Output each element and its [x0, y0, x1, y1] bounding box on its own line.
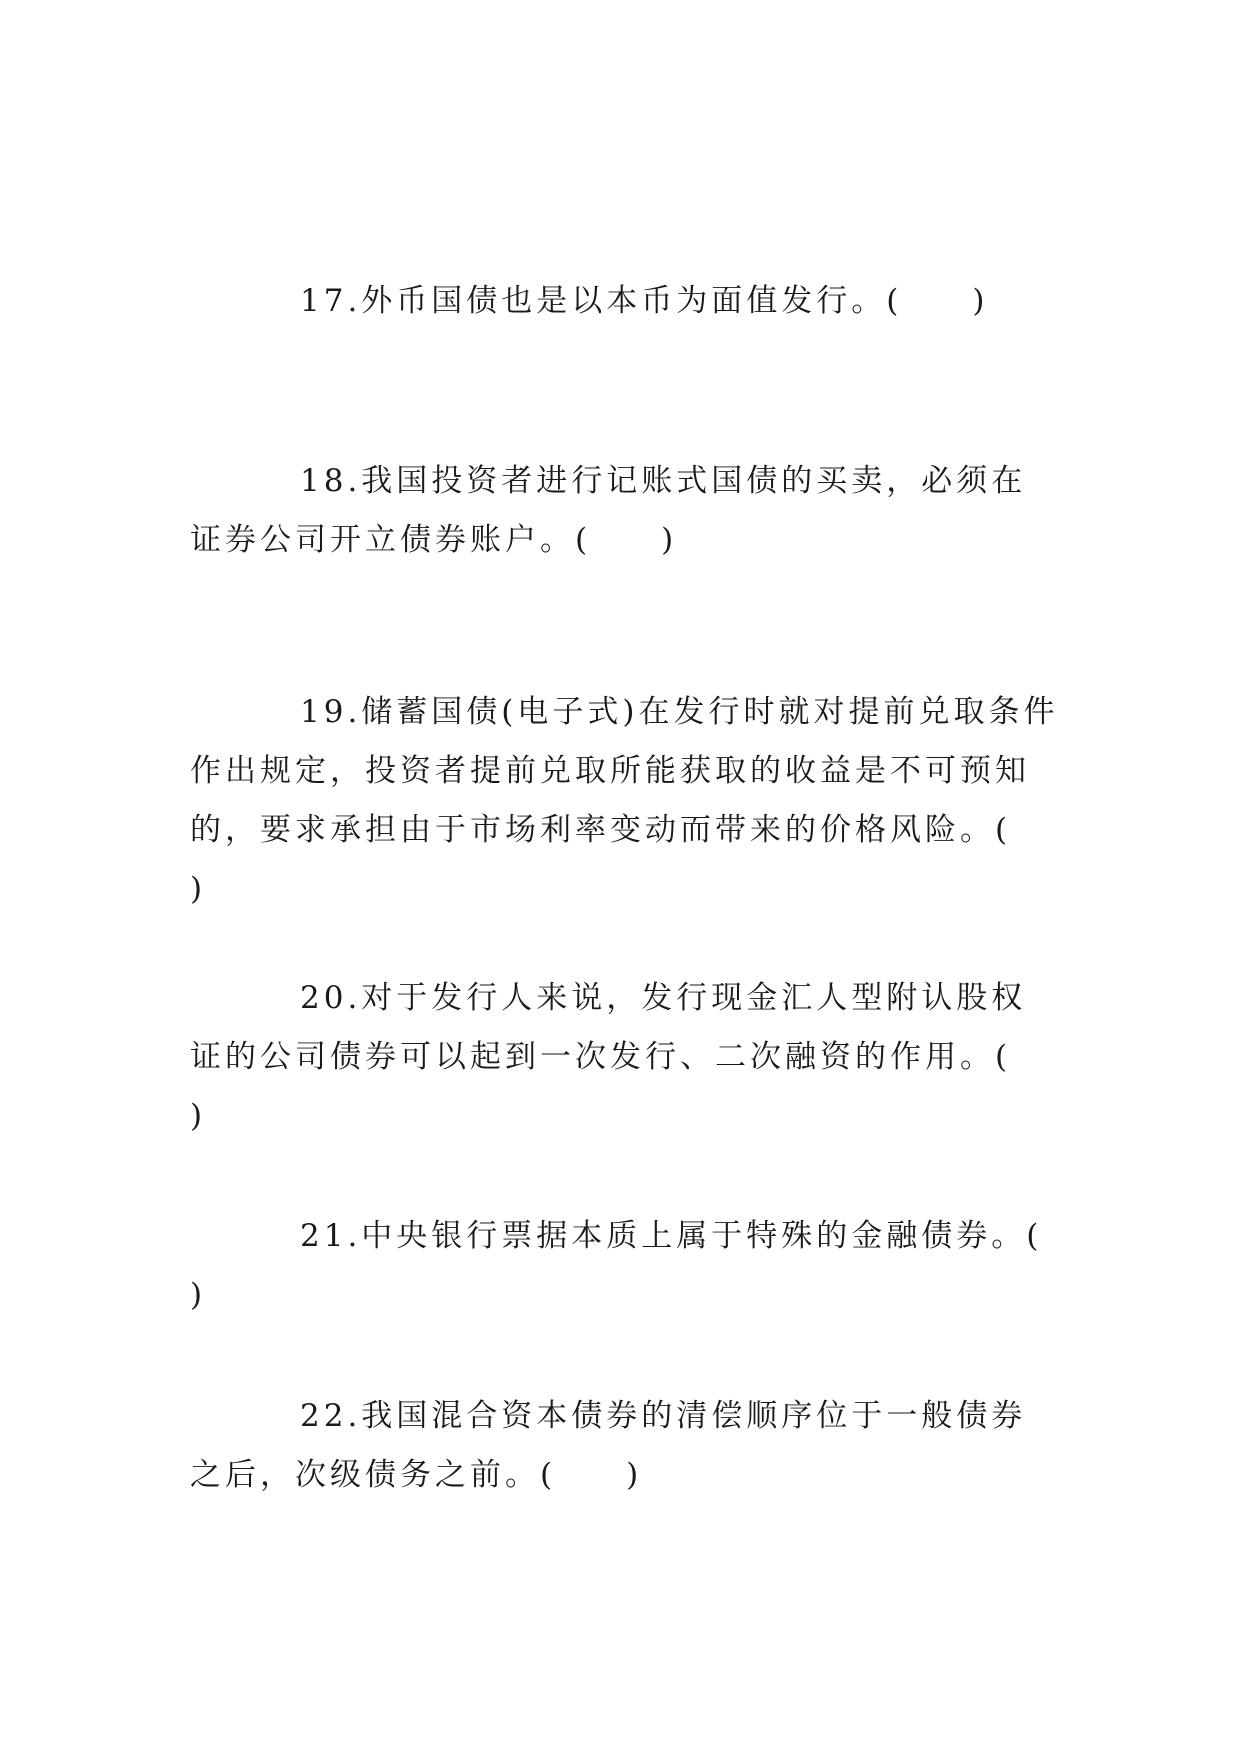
question-21: 21.中央银行票据本质上属于特殊的金融债券。( ) — [190, 1218, 1113, 1313]
question-18: 18.我国投资者进行记账式国债的买卖，必须在证券公司开立债券账户。( ) — [190, 463, 1027, 558]
question-19: 19.储蓄国债(电子式)在发行时就对提前兑取条件作出规定，投资者提前兑取所能获取的收益是不可预知的，要求承担由于市场利率变动而带来的价格风险。( ) — [190, 694, 1082, 907]
question-17: 17.外币国债也是以本币为面值发行。( ) — [300, 283, 989, 319]
question-22: 22.我国混合资本债券的清偿顺序位于一般债券之后，次级债务之前。( ) — [190, 1398, 1027, 1493]
question-20: 20.对于发行人来说，发行现金汇人型附认股权证的公司债券可以起到一次发行、二次融资的作用。( ) — [190, 980, 1082, 1134]
